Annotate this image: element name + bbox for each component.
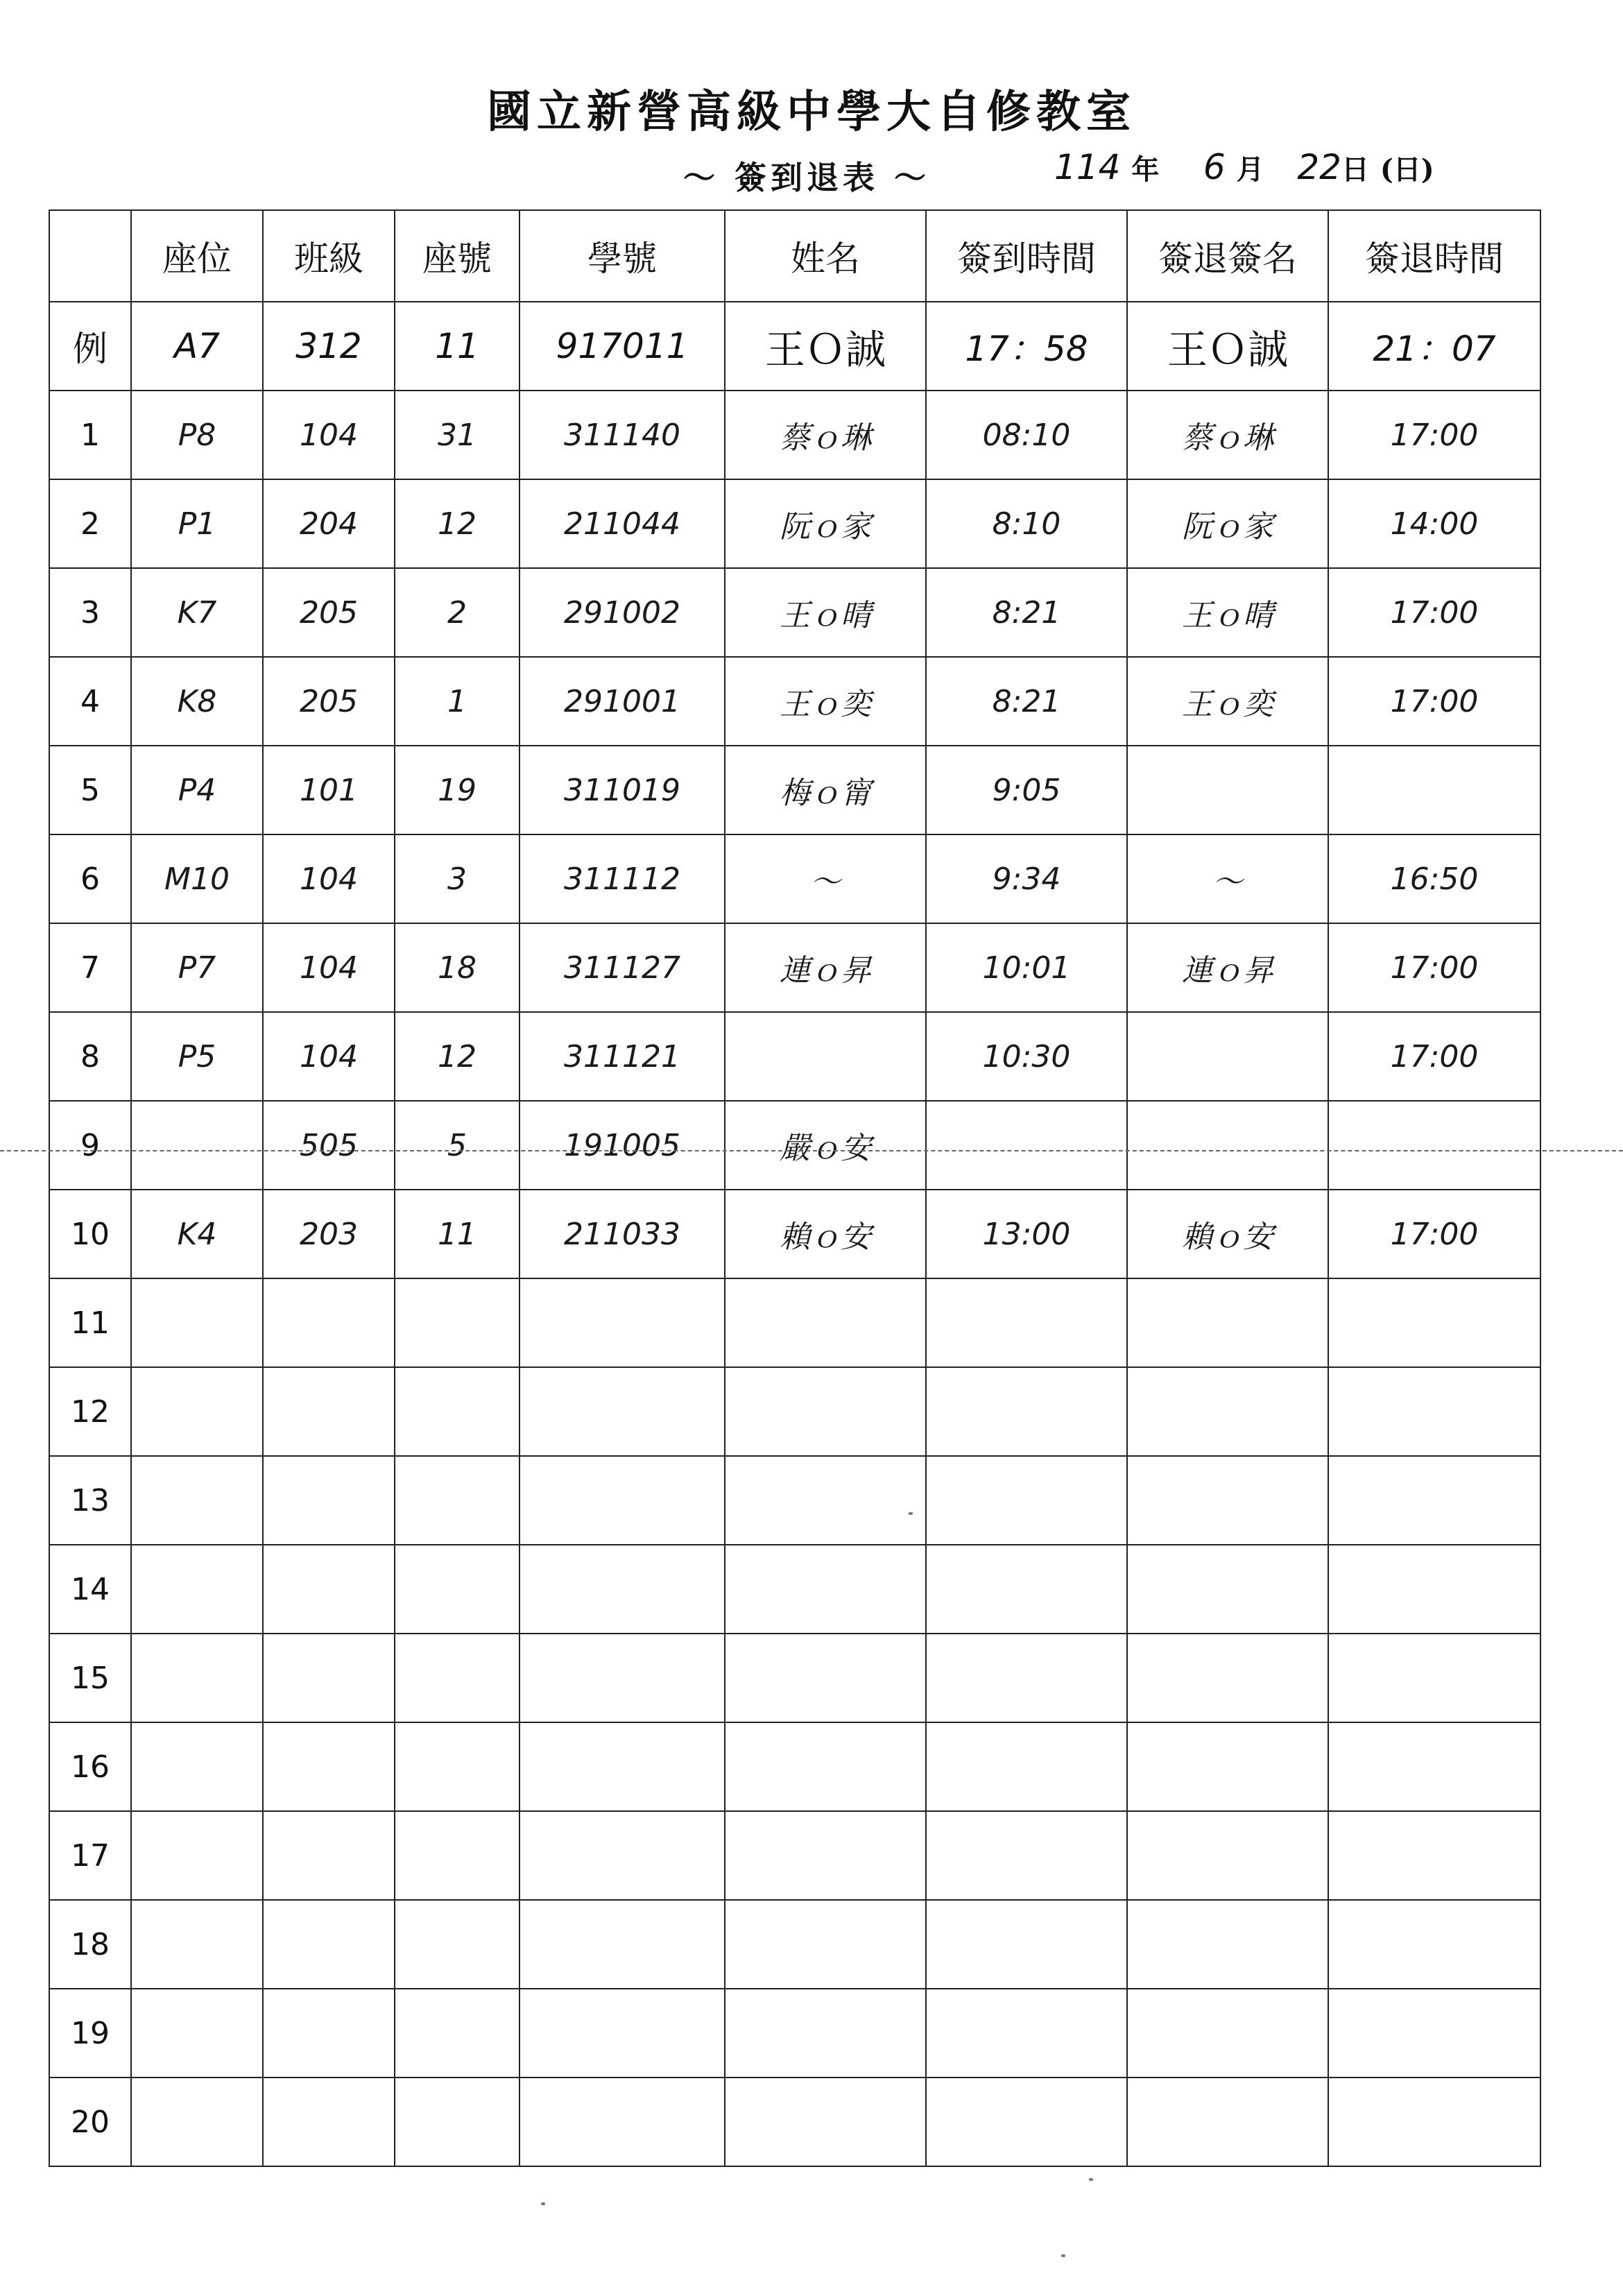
cell-student-id [519,1722,725,1811]
cell-sign-out-time [1328,1900,1540,1989]
cell-name: 梅ｏ甯 [725,746,926,834]
cell-student-id [519,2077,725,2166]
cell-class: 104 [263,391,395,479]
cell-sign-in-time: 10:30 [926,1012,1127,1101]
cell-seat-no: 2 [395,568,519,657]
cell-sign-in-time: 08:10 [926,391,1127,479]
cell-name [725,2077,926,2166]
cell-class [263,1722,395,1811]
table-row [49,1722,1540,1811]
cell-seat: M10 [131,834,263,923]
cell-sign-out-signature [1127,1545,1328,1634]
cell-student-id: 311140 [519,391,725,479]
date-month: 6 [1203,147,1226,187]
row-number: 6 [49,834,131,923]
table-row [49,1989,1540,2077]
cell-seat-no [395,1634,519,1722]
cell-sign-out-signature: 阮ｏ家 [1127,479,1328,568]
row-number: 13 [49,1456,131,1545]
table-row [49,834,1540,923]
cell-seat: P7 [131,923,263,1012]
scan-speck [1089,2178,1093,2181]
cell-student-id: 191005 [519,1101,725,1190]
cell-sign-out-signature: 王ｏ晴 [1127,568,1328,657]
cell-seat-no [395,1722,519,1811]
cell-seat: P5 [131,1012,263,1101]
cell-name [725,1989,926,2077]
row-number: 8 [49,1012,131,1101]
column-header-sign-out-time: 簽退時間 [1328,210,1540,302]
row-number: 16 [49,1722,131,1811]
cell-seat: K4 [131,1190,263,1278]
row-number: 3 [49,568,131,657]
cell-sign-out-signature [1127,2077,1328,2166]
cell-sign-in-time: 8:10 [926,479,1127,568]
cell-sign-in-time [926,2077,1127,2166]
column-header-name: 姓名 [725,210,926,302]
cell-name [725,1722,926,1811]
cell-name: 蔡ｏ琳 [725,391,926,479]
table-row [49,1190,1540,1278]
cell-sign-out-time [1328,1367,1540,1456]
table-row [49,391,1540,479]
cell-class [263,1456,395,1545]
example-seat: A7 [131,302,263,391]
cell-sign-in-time: 10:01 [926,923,1127,1012]
cell-seat-no: 12 [395,1012,519,1101]
cell-student-id [519,1989,725,2077]
row-number: 4 [49,657,131,746]
table-row [49,1545,1540,1634]
header-corner [49,210,131,302]
cell-seat-no: 11 [395,1190,519,1278]
cell-sign-in-time [926,1634,1127,1722]
cell-sign-in-time [926,1456,1127,1545]
cell-seat-no [395,1367,519,1456]
table-row [49,1101,1540,1190]
cell-class: 205 [263,568,395,657]
cell-sign-out-signature: 連ｏ昇 [1127,923,1328,1012]
cell-name: 王ｏ奕 [725,657,926,746]
cell-name [725,1545,926,1634]
row-number: 12 [49,1367,131,1456]
cell-sign-out-time: 17:00 [1328,923,1540,1012]
cell-seat-no [395,1811,519,1900]
cell-class: 505 [263,1101,395,1190]
cell-name: 賴ｏ安 [725,1190,926,1278]
sheet-subtitle: ～ 簽到退表 ～ [683,159,931,196]
cell-student-id: 311019 [519,746,725,834]
cell-sign-in-time: 13:00 [926,1190,1127,1278]
column-header-student-id: 學號 [519,210,725,302]
date-weekday: (日) [1380,153,1434,186]
cell-seat [131,1456,263,1545]
cell-seat: P1 [131,479,263,568]
cell-class [263,1634,395,1722]
date-day: 22 [1297,147,1341,187]
cell-name [725,1278,926,1367]
cell-seat-no [395,1456,519,1545]
table-row [49,657,1540,746]
cell-name [725,1367,926,1456]
sheet-title: 國立新營高級中學大自修教室 [487,86,1136,138]
cell-student-id: 311127 [519,923,725,1012]
row-number: 7 [49,923,131,1012]
cell-seat-no: 18 [395,923,519,1012]
cell-sign-out-signature [1127,1989,1328,2077]
cell-student-id: 291001 [519,657,725,746]
cell-class: 104 [263,1012,395,1101]
cell-name: 阮ｏ家 [725,479,926,568]
cell-student-id: 211033 [519,1190,725,1278]
example-sign-out-signature: 王Ｏ誠 [1127,302,1328,391]
example-sign-out-time: 21：07 [1328,302,1540,391]
cell-seat-no [395,1545,519,1634]
date-day-unit: 日 [1341,153,1369,186]
cell-seat [131,1900,263,1989]
cell-sign-in-time: 8:21 [926,657,1127,746]
scan-speck [909,1512,913,1515]
cell-class [263,2077,395,2166]
cell-seat [131,1989,263,2077]
example-class: 312 [263,302,395,391]
table-row [49,568,1540,657]
cell-class [263,1278,395,1367]
row-number: 18 [49,1900,131,1989]
cell-name: 連ｏ昇 [725,923,926,1012]
table-row [49,1456,1540,1545]
cell-sign-out-time: 17:00 [1328,1012,1540,1101]
cell-sign-in-time [926,1811,1127,1900]
cell-sign-in-time [926,1367,1127,1456]
row-number: 5 [49,746,131,834]
cell-sign-in-time: 9:34 [926,834,1127,923]
cell-seat: P8 [131,391,263,479]
example-label: 例 [49,302,131,391]
cell-sign-out-time [1328,2077,1540,2166]
cell-sign-out-time [1328,746,1540,834]
cell-seat-no [395,2077,519,2166]
cell-name [725,1634,926,1722]
cell-sign-out-signature [1127,1722,1328,1811]
table-header-row [49,210,1540,302]
cell-sign-in-time [926,1900,1127,1989]
cell-sign-out-time [1328,1722,1540,1811]
cell-sign-out-signature [1127,1101,1328,1190]
cell-name: ～ [725,834,926,923]
cell-sign-out-time: 17:00 [1328,657,1540,746]
cell-sign-in-time [926,1722,1127,1811]
cell-sign-in-time [926,1101,1127,1190]
cell-sign-in-time [926,1989,1127,2077]
cell-sign-out-time: 14:00 [1328,479,1540,568]
cell-seat: K7 [131,568,263,657]
row-number: 1 [49,391,131,479]
sign-in-table [49,209,1541,2167]
cell-student-id [519,1900,725,1989]
cell-sign-out-time [1328,1811,1540,1900]
date-year-unit: 年 [1131,153,1160,186]
cell-seat-no: 5 [395,1101,519,1190]
date-month-unit: 月 [1236,153,1264,186]
cell-student-id: 311121 [519,1012,725,1101]
cell-sign-out-time: 17:00 [1328,391,1540,479]
cell-class: 204 [263,479,395,568]
cell-sign-out-time: 17:00 [1328,1190,1540,1278]
cell-name [725,1900,926,1989]
cell-sign-out-signature: ～ [1127,834,1328,923]
cell-seat [131,1722,263,1811]
table-row [49,1811,1540,1900]
column-header-class: 班級 [263,210,395,302]
cell-seat [131,1811,263,1900]
cell-class [263,1989,395,2077]
cell-student-id [519,1278,725,1367]
row-number: 19 [49,1989,131,2077]
cell-seat-no: 19 [395,746,519,834]
cell-sign-out-signature [1127,1634,1328,1722]
cell-sign-out-signature [1127,1811,1328,1900]
example-seat-no: 11 [395,302,519,391]
cell-seat-no: 31 [395,391,519,479]
cell-sign-in-time: 8:21 [926,568,1127,657]
row-number: 14 [49,1545,131,1634]
cell-sign-out-time: 17:00 [1328,568,1540,657]
row-number: 9 [49,1101,131,1190]
cell-seat-no [395,1278,519,1367]
cell-seat-no: 3 [395,834,519,923]
fold-line [0,1150,1623,1151]
scan-speck [1061,2254,1065,2257]
cell-class [263,1900,395,1989]
cell-name [725,1811,926,1900]
example-row [49,302,1540,391]
date-line [1054,147,1434,187]
cell-sign-out-time [1328,1101,1540,1190]
row-number: 17 [49,1811,131,1900]
cell-seat [131,1278,263,1367]
column-header-sign-out-signature: 簽退簽名 [1127,210,1328,302]
cell-seat-no: 1 [395,657,519,746]
cell-class: 104 [263,923,395,1012]
cell-sign-out-time [1328,1634,1540,1722]
example-name: 王Ｏ誠 [725,302,926,391]
table-row [49,1634,1540,1722]
cell-student-id: 211044 [519,479,725,568]
cell-name: 嚴ｏ安 [725,1101,926,1190]
row-number: 10 [49,1190,131,1278]
cell-seat-no: 12 [395,479,519,568]
column-header-seat-no: 座號 [395,210,519,302]
cell-seat [131,1545,263,1634]
table-row [49,746,1540,834]
cell-seat [131,1101,263,1190]
scan-speck [541,2202,545,2205]
cell-class [263,1811,395,1900]
cell-seat-no [395,1900,519,1989]
cell-sign-out-signature [1127,746,1328,834]
example-student-id: 917011 [519,302,725,391]
cell-student-id [519,1634,725,1722]
cell-sign-out-signature: 蔡ｏ琳 [1127,391,1328,479]
cell-class [263,1545,395,1634]
column-header-sign-in-time: 簽到時間 [926,210,1127,302]
cell-sign-out-time [1328,1456,1540,1545]
cell-sign-out-time [1328,1545,1540,1634]
cell-seat: P4 [131,746,263,834]
table-row [49,1012,1540,1101]
row-number: 15 [49,1634,131,1722]
cell-seat [131,2077,263,2166]
cell-student-id [519,1456,725,1545]
cell-sign-out-time: 16:50 [1328,834,1540,923]
table-row [49,1900,1540,1989]
column-header-seat: 座位 [131,210,263,302]
cell-seat [131,1367,263,1456]
table-row [49,1367,1540,1456]
cell-seat: K8 [131,657,263,746]
cell-sign-out-time [1328,1278,1540,1367]
table-row [49,2077,1540,2166]
cell-class [263,1367,395,1456]
cell-name: 王ｏ晴 [725,568,926,657]
date-year: 114 [1054,147,1121,187]
cell-sign-out-signature [1127,1900,1328,1989]
row-number: 11 [49,1278,131,1367]
cell-name [725,1456,926,1545]
cell-sign-in-time [926,1545,1127,1634]
cell-class: 101 [263,746,395,834]
cell-sign-out-signature [1127,1278,1328,1367]
cell-student-id: 291002 [519,568,725,657]
cell-seat [131,1634,263,1722]
cell-class: 205 [263,657,395,746]
cell-student-id [519,1811,725,1900]
cell-class: 104 [263,834,395,923]
cell-student-id: 311112 [519,834,725,923]
cell-sign-in-time: 9:05 [926,746,1127,834]
row-number: 20 [49,2077,131,2166]
cell-seat-no [395,1989,519,2077]
table-row [49,479,1540,568]
cell-student-id [519,1367,725,1456]
cell-name [725,1012,926,1101]
cell-student-id [519,1545,725,1634]
table-row [49,923,1540,1012]
example-sign-in-time: 17：58 [926,302,1127,391]
cell-sign-out-signature [1127,1367,1328,1456]
cell-sign-out-signature [1127,1012,1328,1101]
cell-sign-out-time [1328,1989,1540,2077]
cell-sign-out-signature: 賴ｏ安 [1127,1190,1328,1278]
cell-class: 203 [263,1190,395,1278]
table-row [49,1278,1540,1367]
cell-sign-out-signature: 王ｏ奕 [1127,657,1328,746]
row-number: 2 [49,479,131,568]
cell-sign-in-time [926,1278,1127,1367]
cell-sign-out-signature [1127,1456,1328,1545]
